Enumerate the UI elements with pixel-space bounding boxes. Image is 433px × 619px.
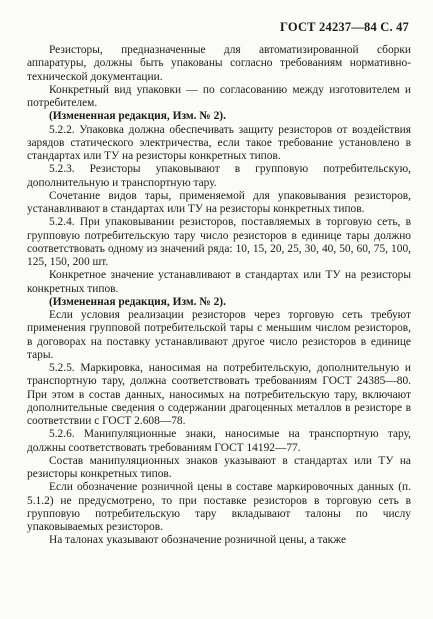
paragraph: 5.2.2. Упаковка должна обеспечивать защиту резисторов от воздействия зарядов статического электричества, если такое требование установлено в стандартах или ТУ на резисторы конкретных типов.: [27, 123, 411, 162]
paragraph: Если обозначение розничной цены в составе маркировочных данных (п. 5.1.2) не предусмотрено, то при поставке резисторов в торговую сеть в групповую потребительскую тару вкладывают талоны по числу упаковываемых резисторов.: [27, 481, 411, 533]
paragraph: На талонах указывают обозначение розничной цены, а также: [49, 534, 346, 547]
paragraph: 5.2.4. При упаковывании резисторов, поставляемых в торговую сеть, в групповую потребительскую тару число резисторов в единице тары должно соответствовать одному из значений ряда: 10, 15, 20, 25, 30, 40, 50, 60, 75, 100, 125, 150, 200 шт.: [27, 216, 411, 268]
page-header: ГОСТ 24237—84 С. 47: [280, 20, 409, 34]
document-body: [27, 44, 411, 548]
amendment-note: (Измененная редакция, Изм. № 2).: [49, 110, 226, 123]
paragraph: Конкретный вид упаковки — по согласованию между изготовителем и потребителем.: [27, 83, 411, 109]
amendment-note: (Измененная редакция, Изм. № 2).: [49, 295, 226, 308]
paragraph: 5.2.6. Манипуляционные знаки, наносимые на транспортную тару, должны соответствовать требованиям ГОСТ 14192—77.: [27, 428, 411, 454]
paragraph: Если условия реализации резисторов через торговую сеть требуют применения групповой потребительской тары с меньшим числом резисторов, в договорах на поставку устанавливают другое число резисторов в единице тары.: [27, 309, 411, 361]
paragraph: Состав манипуляционных знаков указывают в стандартах или ТУ на резисторы конкретных типов.: [27, 454, 411, 480]
paragraph: Конкретное значение устанавливают в стандартах или ТУ на резисторы конкретных типов.: [27, 269, 411, 295]
paragraph: 5.2.3. Резисторы упаковывают в групповую потребительскую, дополнительную и транспортную тару.: [27, 163, 411, 189]
paragraph: Резисторы, предназначенные для автоматизированной сборки аппаратуры, должны быть упакованы согласно требованиям нормативно-технической документации.: [27, 44, 411, 83]
paragraph: 5.2.5. Маркировка, наносимая на потребительскую, дополнительную и транспортную тару, должна соответствовать требованиям ГОСТ 24385—80. При этом в состав данных, наносимых на потребительскую тару, включают дополнительные сведения о содержании драгоценных металлов в резисторе в соответствии с ГОСТ 2.608—78.: [27, 362, 411, 427]
paragraph: Сочетание видов тары, применяемой для упаковывания резисторов, устанавливают в стандартах или ТУ на резисторы конкретных типов.: [27, 189, 411, 215]
